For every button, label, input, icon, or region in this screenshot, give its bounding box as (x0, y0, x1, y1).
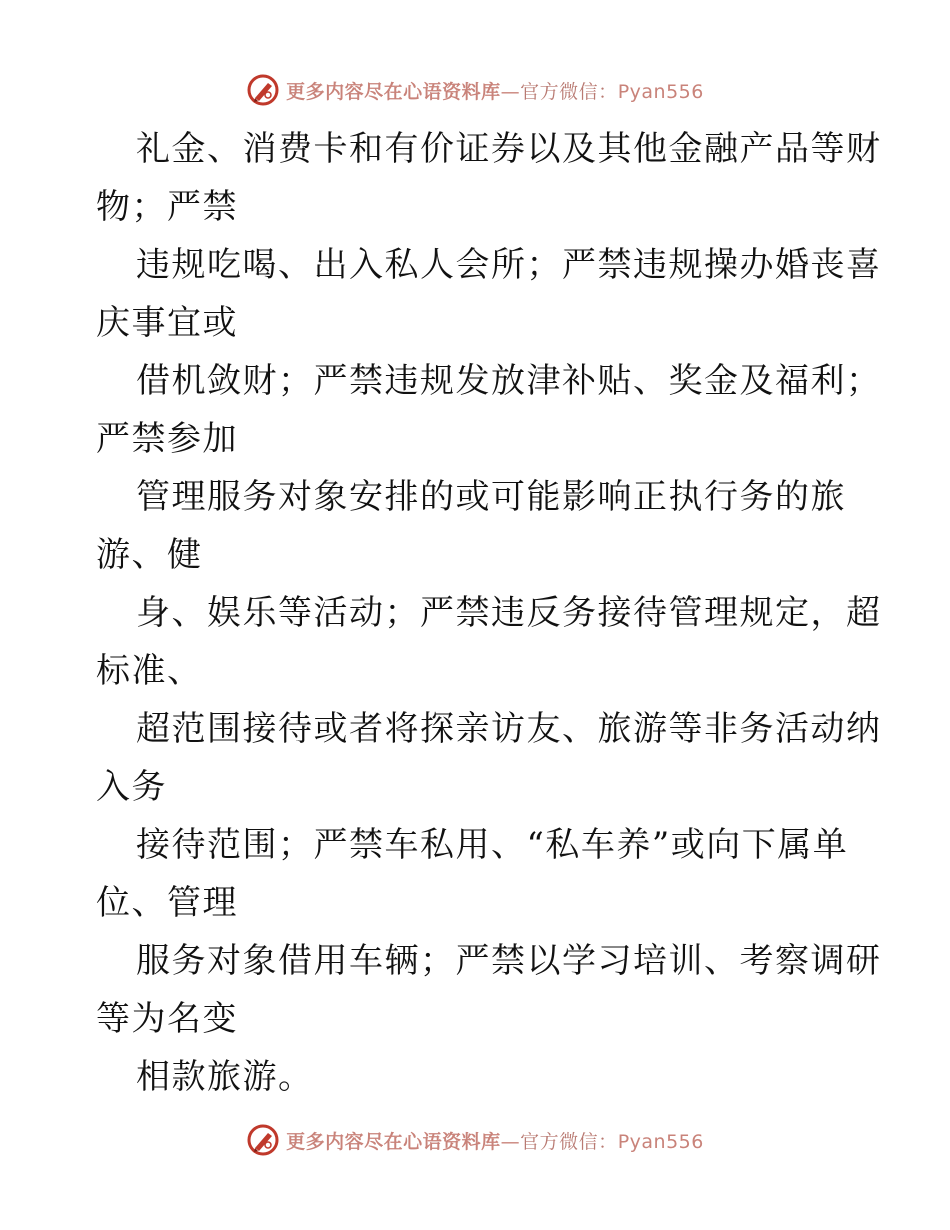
text-line: 身、娱乐等活动；严禁违反务接待管理规定，超 (136, 593, 882, 633)
text-line: 违规吃喝、出入私人会所；严禁违规操办婚丧喜 (136, 245, 882, 285)
watermark-wechat-id: Pyan556 (617, 80, 704, 103)
text-line: 游、健 (96, 535, 203, 575)
text-line: 入务 (96, 767, 167, 807)
text-line: 庆事宜或 (96, 303, 238, 343)
text-line: 相款旅游。 (136, 1057, 314, 1097)
text-line: 礼金、消费卡和有价证券以及其他金融产品等财 (136, 129, 882, 169)
watermark-wechat-id: Pyan556 (617, 1130, 704, 1153)
pen-logo-icon (246, 1123, 280, 1157)
footer-watermark (0, 1120, 950, 1160)
text-line: 超范围接待或者将探亲访友、旅游等非务活动纳 (136, 709, 882, 749)
watermark-title: 更多内容尽在心语资料库 (286, 1130, 501, 1153)
text-line: 位、管理 (96, 883, 238, 923)
document-body (96, 120, 882, 1106)
text-line: 接待范围；严禁车私用、“私车养”或向下属单 (136, 825, 849, 865)
text-line: 等为名变 (96, 999, 238, 1039)
watermark-separator: — (500, 1130, 521, 1153)
watermark-text (286, 77, 704, 104)
watermark-title: 更多内容尽在心语资料库 (286, 80, 501, 103)
watermark-separator: — (500, 80, 521, 103)
watermark-label: 官方微信： (520, 80, 618, 103)
text-line: 借机敛财；严禁违规发放津补贴、奖金及福利； (136, 361, 882, 401)
watermark-label: 官方微信： (520, 1130, 618, 1153)
header-watermark (0, 70, 950, 110)
watermark-text (286, 1127, 704, 1154)
pen-logo-icon (246, 73, 280, 107)
text-line: 管理服务对象安排的或可能影响正执行务的旅 (136, 477, 846, 517)
text-line: 物；严禁 (96, 187, 238, 227)
text-line: 标准、 (96, 651, 203, 691)
text-line: 服务对象借用车辆；严禁以学习培训、考察调研 (136, 941, 882, 981)
text-line: 严禁参加 (96, 419, 238, 459)
